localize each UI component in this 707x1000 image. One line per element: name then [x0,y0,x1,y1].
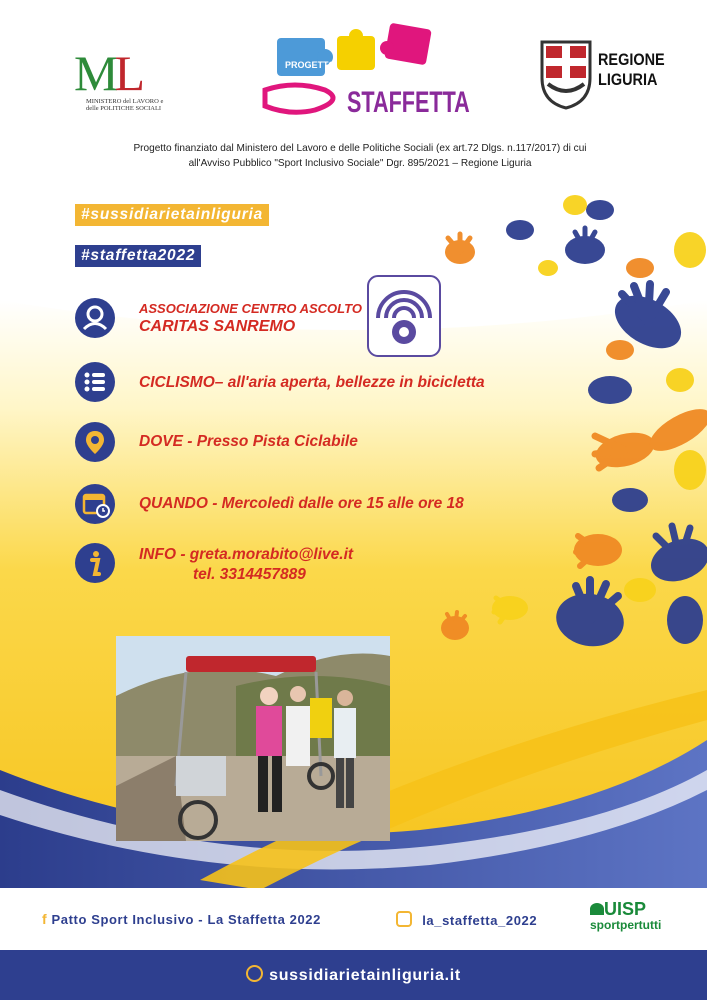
when-text: QUANDO - Mercoledì dalle ore 15 alle ore 18 [139,495,464,512]
ministry-logo-letters: ML [74,45,142,101]
info-email: INFO - greta.morabito@live.it [139,546,354,563]
staffetta-logo [255,20,470,120]
regione-liguria-logo [538,38,673,110]
association-text: ASSOCIAZIONE CENTRO ASCOLTO CARITAS SANREMO [139,301,362,335]
facebook-icon: f [42,911,48,927]
globe-icon [246,965,263,982]
user-icon [75,298,115,338]
region-shield-icon [538,38,594,110]
project-logo-prefix: PROGETTO [285,60,336,70]
location-pin-icon [75,422,115,462]
event-photo [116,636,390,841]
uisp-tagline: sportpertutti [590,918,662,932]
uisp-icon [590,903,604,915]
ministry-logo [74,45,174,120]
funding-note: Progetto finanziato dal Ministero del Lavoro e delle Politiche Sociali (ex art.72 Dlgs. n.117/2017) di cui all'Avviso Pubblico "Sport Inclusivo Sociale" Dgr. 895/2021 – Regione Liguria [133,142,587,169]
calendar-clock-icon [75,484,115,524]
info-text [139,545,353,585]
instagram-link[interactable]: la_staffetta_2022 [396,911,537,928]
hashtag-sussidiarieta: #sussidiarietainliguria [75,204,269,226]
uisp-logo [590,900,680,940]
info-phone: tel. 3314457889 [193,566,306,583]
uisp-name: UISP [590,900,680,918]
website-link[interactable]: sussidiarietainliguria.it [0,965,707,985]
ministry-caption: MINISTERO del LAVORO e delle POLITICHE SOCIALI [86,98,164,112]
facebook-link[interactable]: f Patto Sport Inclusivo - La Staffetta 2022 [42,911,321,927]
hashtag-staffetta: #staffetta2022 [75,245,201,267]
instagram-icon [396,911,412,927]
info-icon [75,543,115,583]
list-icon [75,362,115,402]
project-logo-name: STAFFETTA [347,86,470,119]
activity-text: CICLISMO– all'aria aperta, bellezze in bicicletta [139,374,485,391]
caritas-logo [366,274,442,358]
where-text: DOVE - Presso Pista Ciclabile [139,433,358,450]
region-name: REGIONE LIGURIA [598,50,665,89]
